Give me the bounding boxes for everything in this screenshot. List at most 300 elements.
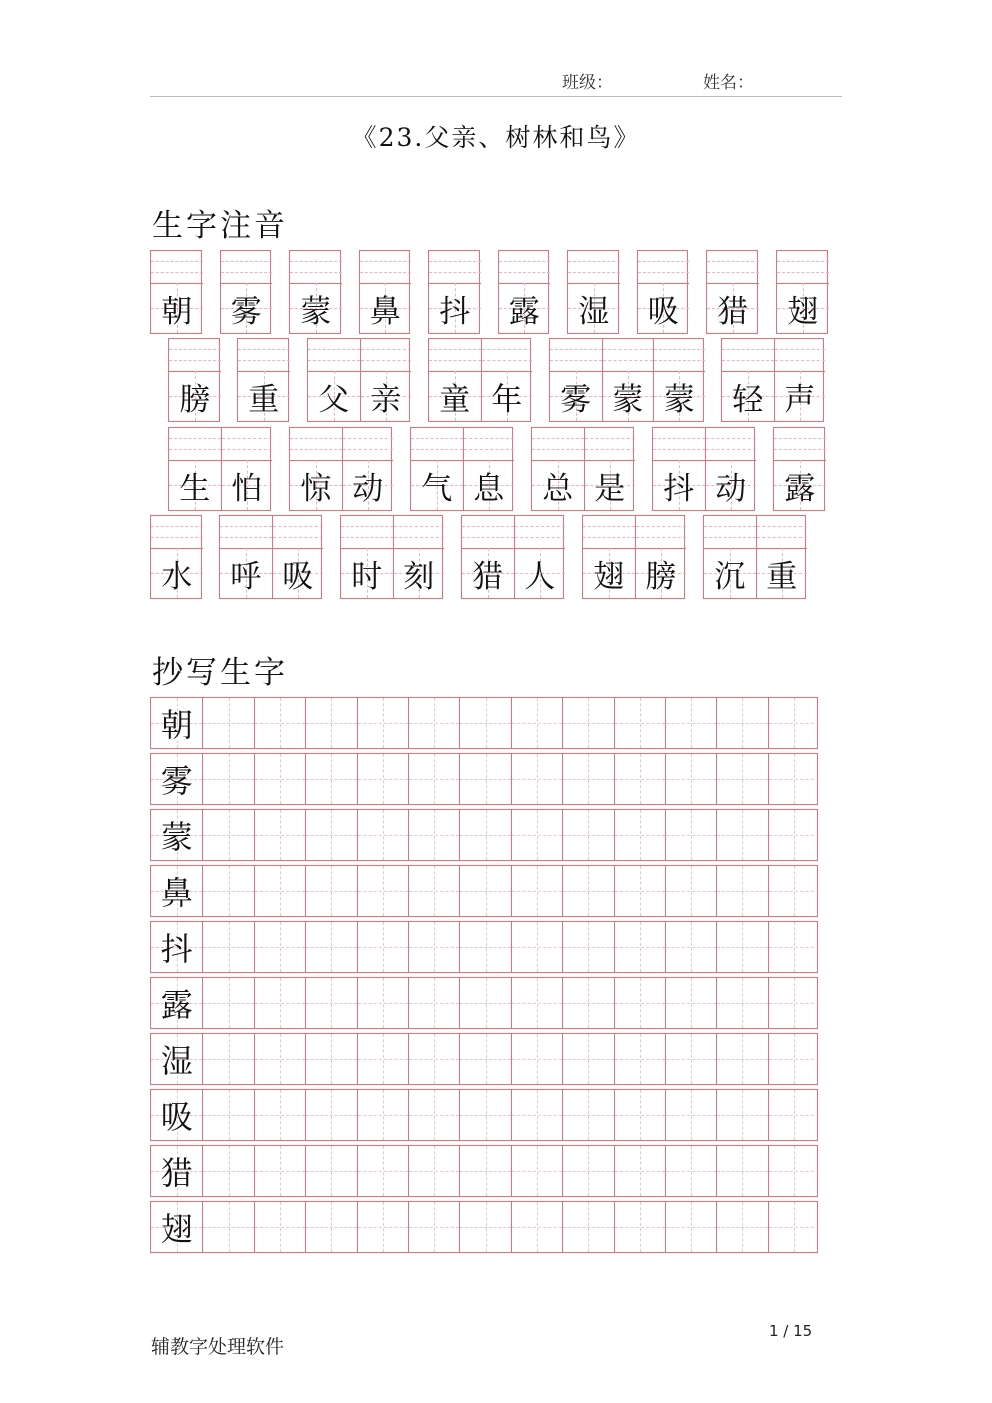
character-cell bbox=[360, 339, 412, 421]
hanzi-box bbox=[361, 371, 412, 421]
model-char-cell bbox=[151, 1202, 202, 1252]
practice-cell[interactable] bbox=[768, 978, 819, 1028]
character-cell bbox=[774, 339, 826, 421]
practice-cell[interactable] bbox=[511, 754, 562, 804]
pinyin-box[interactable] bbox=[343, 428, 394, 461]
practice-cell[interactable] bbox=[562, 1202, 613, 1252]
hanzi-char: 露 bbox=[784, 470, 816, 507]
practice-cell[interactable] bbox=[511, 922, 562, 972]
practice-cell[interactable] bbox=[254, 1146, 305, 1196]
practice-cell[interactable] bbox=[357, 1146, 408, 1196]
practice-cell[interactable] bbox=[716, 1034, 767, 1084]
practice-cell[interactable] bbox=[254, 810, 305, 860]
word-tile bbox=[428, 250, 480, 334]
hanzi-box bbox=[220, 548, 272, 598]
practice-cell[interactable] bbox=[614, 1090, 665, 1140]
practice-cell[interactable] bbox=[305, 1202, 356, 1252]
practice-cell[interactable] bbox=[768, 810, 819, 860]
name-label: 姓名： bbox=[703, 73, 754, 93]
practice-cell[interactable] bbox=[768, 866, 819, 916]
pinyin-box[interactable] bbox=[151, 516, 203, 549]
character-cell bbox=[653, 428, 705, 510]
practice-cell[interactable] bbox=[305, 978, 356, 1028]
practice-cell[interactable] bbox=[459, 866, 510, 916]
hanzi-char: 声 bbox=[784, 381, 816, 418]
practice-cell[interactable] bbox=[614, 1202, 665, 1252]
practice-cell[interactable] bbox=[562, 754, 613, 804]
hanzi-char: 膀 bbox=[179, 381, 211, 418]
practice-cell[interactable] bbox=[768, 922, 819, 972]
hanzi-box bbox=[653, 460, 705, 510]
model-char-cell bbox=[151, 1146, 202, 1196]
word-tile bbox=[637, 250, 689, 334]
practice-cell[interactable] bbox=[254, 698, 305, 748]
practice-cell[interactable] bbox=[202, 1202, 253, 1252]
character-cell bbox=[462, 516, 514, 598]
practice-cell[interactable] bbox=[614, 698, 665, 748]
hanzi-box bbox=[151, 548, 203, 598]
word-tile bbox=[498, 250, 550, 334]
character-cell bbox=[272, 516, 324, 598]
word-tile bbox=[652, 427, 755, 511]
hanzi-char: 生 bbox=[179, 470, 211, 507]
pinyin-box[interactable] bbox=[532, 428, 584, 461]
word-tile bbox=[220, 250, 272, 334]
practice-cell[interactable] bbox=[408, 754, 459, 804]
character-cell bbox=[602, 339, 654, 421]
practice-cell[interactable] bbox=[408, 866, 459, 916]
word-tile bbox=[531, 427, 634, 511]
practice-cell[interactable] bbox=[511, 810, 562, 860]
hanzi-char: 呼 bbox=[230, 558, 262, 595]
practice-cell[interactable] bbox=[768, 698, 819, 748]
practice-cell[interactable] bbox=[305, 1034, 356, 1084]
practice-cell[interactable] bbox=[254, 978, 305, 1028]
character-cell bbox=[705, 428, 757, 510]
model-char-cell bbox=[151, 810, 202, 860]
character-cell bbox=[221, 428, 273, 510]
practice-cell[interactable] bbox=[408, 698, 459, 748]
practice-row bbox=[150, 977, 818, 1029]
pinyin-box[interactable] bbox=[290, 251, 342, 284]
practice-cell[interactable] bbox=[459, 1034, 510, 1084]
hanzi-box bbox=[515, 548, 566, 598]
practice-cell[interactable] bbox=[716, 978, 767, 1028]
practice-cell[interactable] bbox=[665, 698, 716, 748]
hanzi-char: 蒙 bbox=[612, 381, 644, 418]
hanzi-box bbox=[308, 371, 360, 421]
hanzi-box bbox=[704, 548, 756, 598]
hanzi-char: 露 bbox=[508, 293, 540, 330]
hanzi-box bbox=[706, 460, 757, 510]
practice-cell[interactable] bbox=[305, 922, 356, 972]
pinyin-box[interactable] bbox=[169, 339, 221, 372]
practice-row bbox=[150, 809, 818, 861]
practice-cell[interactable] bbox=[665, 754, 716, 804]
pinyin-box[interactable] bbox=[653, 428, 705, 461]
pinyin-box[interactable] bbox=[638, 251, 690, 284]
practice-cell[interactable] bbox=[408, 922, 459, 972]
pinyin-box[interactable] bbox=[273, 516, 324, 549]
word-tile bbox=[340, 515, 443, 599]
practice-cell[interactable] bbox=[202, 978, 253, 1028]
character-cell bbox=[151, 516, 203, 598]
hanzi-box bbox=[638, 283, 690, 333]
practice-cell[interactable] bbox=[768, 1034, 819, 1084]
practice-cell[interactable] bbox=[202, 1034, 253, 1084]
practice-cell[interactable] bbox=[459, 1090, 510, 1140]
model-char-cell bbox=[151, 978, 202, 1028]
character-cell bbox=[169, 428, 221, 510]
practice-cell[interactable] bbox=[562, 1090, 613, 1140]
practice-cell[interactable] bbox=[614, 978, 665, 1028]
practice-cell[interactable] bbox=[665, 978, 716, 1028]
pinyin-box[interactable] bbox=[429, 339, 481, 372]
character-cell bbox=[290, 428, 342, 510]
practice-cell[interactable] bbox=[357, 698, 408, 748]
practice-cell[interactable] bbox=[511, 1090, 562, 1140]
practice-cell[interactable] bbox=[254, 866, 305, 916]
character-cell bbox=[756, 516, 808, 598]
pinyin-box[interactable] bbox=[757, 516, 808, 549]
hanzi-char: 气 bbox=[421, 470, 453, 507]
model-char: 吸 bbox=[160, 1098, 193, 1136]
practice-cell[interactable] bbox=[562, 866, 613, 916]
pinyin-box[interactable] bbox=[411, 428, 463, 461]
character-cell bbox=[169, 339, 221, 421]
model-char-cell bbox=[151, 754, 202, 804]
model-char-cell bbox=[151, 698, 202, 748]
character-cell bbox=[584, 428, 636, 510]
practice-cell[interactable] bbox=[202, 698, 253, 748]
pinyin-box[interactable] bbox=[706, 428, 757, 461]
practice-cell[interactable] bbox=[665, 1146, 716, 1196]
practice-cell[interactable] bbox=[665, 1202, 716, 1252]
practice-cell[interactable] bbox=[459, 754, 510, 804]
character-cell bbox=[550, 339, 602, 421]
practice-cell[interactable] bbox=[665, 1090, 716, 1140]
hanzi-char: 鼻 bbox=[369, 293, 401, 330]
practice-cell[interactable] bbox=[665, 866, 716, 916]
practice-cell[interactable] bbox=[614, 754, 665, 804]
character-cell bbox=[308, 339, 360, 421]
practice-cell[interactable] bbox=[562, 922, 613, 972]
hanzi-char: 吸 bbox=[647, 293, 679, 330]
practice-cell[interactable] bbox=[357, 1034, 408, 1084]
character-cell bbox=[290, 251, 342, 333]
hanzi-box bbox=[757, 548, 808, 598]
practice-cell[interactable] bbox=[768, 1090, 819, 1140]
model-char: 翅 bbox=[160, 1210, 193, 1248]
hanzi-char: 动 bbox=[352, 470, 384, 507]
character-cell bbox=[499, 251, 551, 333]
practice-cell[interactable] bbox=[511, 698, 562, 748]
character-cell bbox=[707, 251, 759, 333]
pinyin-box[interactable] bbox=[169, 428, 221, 461]
hanzi-box bbox=[462, 548, 514, 598]
pinyin-box[interactable] bbox=[568, 251, 620, 284]
practice-cell[interactable] bbox=[202, 922, 253, 972]
hanzi-box bbox=[707, 283, 759, 333]
hanzi-char: 朝 bbox=[161, 293, 193, 330]
pinyin-box[interactable] bbox=[515, 516, 566, 549]
practice-cell[interactable] bbox=[254, 754, 305, 804]
pinyin-box[interactable] bbox=[308, 339, 360, 372]
practice-cell[interactable] bbox=[408, 1146, 459, 1196]
practice-cell[interactable] bbox=[716, 1202, 767, 1252]
practice-cell[interactable] bbox=[665, 1034, 716, 1084]
practice-row bbox=[150, 1145, 818, 1197]
pinyin-box[interactable] bbox=[361, 339, 412, 372]
practice-cell[interactable] bbox=[202, 810, 253, 860]
hanzi-box bbox=[654, 371, 705, 421]
practice-cell[interactable] bbox=[408, 1202, 459, 1252]
word-tile bbox=[359, 250, 411, 334]
page-number: 1 / 15 bbox=[769, 1322, 813, 1340]
practice-cell[interactable] bbox=[562, 810, 613, 860]
practice-cell[interactable] bbox=[716, 754, 767, 804]
practice-cell[interactable] bbox=[305, 754, 356, 804]
pinyin-box[interactable] bbox=[704, 516, 756, 549]
practice-cell[interactable] bbox=[202, 754, 253, 804]
word-tile bbox=[706, 250, 758, 334]
hanzi-char: 刻 bbox=[403, 558, 435, 595]
pinyin-box[interactable] bbox=[775, 339, 826, 372]
practice-cell[interactable] bbox=[357, 754, 408, 804]
practice-cell[interactable] bbox=[614, 1034, 665, 1084]
practice-cell[interactable] bbox=[202, 1146, 253, 1196]
hanzi-box bbox=[222, 460, 273, 510]
practice-cell[interactable] bbox=[305, 810, 356, 860]
practice-cell[interactable] bbox=[511, 866, 562, 916]
word-tile bbox=[150, 250, 202, 334]
pinyin-box[interactable] bbox=[394, 516, 445, 549]
practice-cell[interactable] bbox=[357, 1202, 408, 1252]
hanzi-box bbox=[499, 283, 551, 333]
pinyin-box[interactable] bbox=[222, 428, 273, 461]
practice-cell[interactable] bbox=[202, 1090, 253, 1140]
model-char: 抖 bbox=[160, 930, 193, 968]
hanzi-box bbox=[290, 283, 342, 333]
practice-cell[interactable] bbox=[305, 1090, 356, 1140]
practice-cell[interactable] bbox=[562, 1034, 613, 1084]
practice-cell[interactable] bbox=[665, 922, 716, 972]
practice-cell[interactable] bbox=[511, 1034, 562, 1084]
pinyin-box[interactable] bbox=[290, 428, 342, 461]
model-char: 蒙 bbox=[160, 818, 193, 856]
hanzi-box bbox=[394, 548, 445, 598]
pinyin-box[interactable] bbox=[462, 516, 514, 549]
practice-cell[interactable] bbox=[768, 1202, 819, 1252]
practice-cell[interactable] bbox=[408, 1034, 459, 1084]
hanzi-char: 雾 bbox=[560, 381, 592, 418]
practice-cell[interactable] bbox=[254, 1034, 305, 1084]
hanzi-char: 雾 bbox=[230, 293, 262, 330]
word-tile bbox=[168, 427, 271, 511]
hanzi-char: 抖 bbox=[663, 470, 695, 507]
character-cell bbox=[653, 339, 705, 421]
model-char: 露 bbox=[160, 986, 193, 1024]
pinyin-box[interactable] bbox=[722, 339, 774, 372]
pinyin-box[interactable] bbox=[654, 339, 705, 372]
pinyin-box[interactable] bbox=[707, 251, 759, 284]
model-char-cell bbox=[151, 1090, 202, 1140]
practice-cell[interactable] bbox=[408, 810, 459, 860]
practice-cell[interactable] bbox=[768, 1146, 819, 1196]
practice-cell[interactable] bbox=[511, 1202, 562, 1252]
practice-cell[interactable] bbox=[305, 698, 356, 748]
pinyin-box[interactable] bbox=[429, 251, 481, 284]
pinyin-box[interactable] bbox=[360, 251, 412, 284]
hanzi-box bbox=[429, 371, 481, 421]
hanzi-box bbox=[343, 460, 394, 510]
pinyin-box[interactable] bbox=[585, 428, 636, 461]
character-cell bbox=[638, 251, 690, 333]
practice-cell[interactable] bbox=[716, 922, 767, 972]
hanzi-char: 翅 bbox=[593, 558, 625, 595]
hanzi-char: 怕 bbox=[231, 470, 263, 507]
practice-cell[interactable] bbox=[716, 810, 767, 860]
pinyin-box[interactable] bbox=[499, 251, 551, 284]
hanzi-box bbox=[411, 460, 463, 510]
practice-cell[interactable] bbox=[716, 1146, 767, 1196]
hanzi-char: 膀 bbox=[645, 558, 677, 595]
hanzi-char: 父 bbox=[318, 381, 350, 418]
practice-cell[interactable] bbox=[459, 922, 510, 972]
pinyin-box[interactable] bbox=[583, 516, 635, 549]
word-tile bbox=[289, 250, 341, 334]
practice-cell[interactable] bbox=[614, 922, 665, 972]
character-cell bbox=[514, 516, 566, 598]
word-tile bbox=[582, 515, 685, 599]
hanzi-box bbox=[636, 548, 687, 598]
practice-cell[interactable] bbox=[254, 1202, 305, 1252]
character-cell bbox=[342, 428, 394, 510]
character-cell bbox=[463, 428, 515, 510]
practice-cell[interactable] bbox=[614, 1146, 665, 1196]
word-tile bbox=[549, 338, 704, 422]
character-cell bbox=[411, 428, 463, 510]
pinyin-box[interactable] bbox=[636, 516, 687, 549]
practice-cell[interactable] bbox=[254, 1090, 305, 1140]
practice-cell[interactable] bbox=[254, 922, 305, 972]
practice-cell[interactable] bbox=[459, 810, 510, 860]
word-tile bbox=[703, 515, 806, 599]
word-tile bbox=[150, 515, 202, 599]
practice-cell[interactable] bbox=[665, 810, 716, 860]
hanzi-char: 时 bbox=[351, 558, 383, 595]
pinyin-box[interactable] bbox=[777, 251, 829, 284]
practice-cell[interactable] bbox=[202, 866, 253, 916]
practice-cell[interactable] bbox=[459, 978, 510, 1028]
character-cell bbox=[583, 516, 635, 598]
character-cell bbox=[777, 251, 829, 333]
practice-cell[interactable] bbox=[459, 698, 510, 748]
practice-cell[interactable] bbox=[562, 698, 613, 748]
pinyin-box[interactable] bbox=[464, 428, 515, 461]
pinyin-box[interactable] bbox=[221, 251, 273, 284]
character-cell bbox=[221, 251, 273, 333]
practice-cell[interactable] bbox=[562, 1146, 613, 1196]
hanzi-box bbox=[238, 371, 290, 421]
hanzi-box bbox=[341, 548, 393, 598]
word-tile bbox=[721, 338, 824, 422]
word-tile bbox=[237, 338, 289, 422]
pinyin-box[interactable] bbox=[774, 428, 826, 461]
hanzi-char: 亲 bbox=[370, 381, 402, 418]
practice-row bbox=[150, 865, 818, 917]
practice-cell[interactable] bbox=[511, 1146, 562, 1196]
practice-cell[interactable] bbox=[614, 866, 665, 916]
practice-row bbox=[150, 921, 818, 973]
practice-cell[interactable] bbox=[459, 1202, 510, 1252]
practice-cell[interactable] bbox=[716, 698, 767, 748]
pinyin-box[interactable] bbox=[550, 339, 602, 372]
practice-cell[interactable] bbox=[305, 866, 356, 916]
character-cell bbox=[393, 516, 445, 598]
character-cell bbox=[151, 251, 203, 333]
practice-cell[interactable] bbox=[716, 866, 767, 916]
pinyin-box[interactable] bbox=[341, 516, 393, 549]
hanzi-box bbox=[722, 371, 774, 421]
word-tile bbox=[773, 427, 825, 511]
hanzi-char: 水 bbox=[161, 558, 193, 595]
pinyin-box[interactable] bbox=[238, 339, 290, 372]
hanzi-char: 是 bbox=[594, 470, 626, 507]
practice-cell[interactable] bbox=[459, 1146, 510, 1196]
practice-cell[interactable] bbox=[511, 978, 562, 1028]
practice-cell[interactable] bbox=[614, 810, 665, 860]
pinyin-box[interactable] bbox=[151, 251, 203, 284]
practice-cell[interactable] bbox=[305, 1146, 356, 1196]
hanzi-char: 重 bbox=[248, 381, 280, 418]
model-char: 鼻 bbox=[160, 874, 193, 912]
practice-row bbox=[150, 1089, 818, 1141]
hanzi-char: 猎 bbox=[717, 293, 749, 330]
practice-row bbox=[150, 753, 818, 805]
character-cell bbox=[704, 516, 756, 598]
practice-cell[interactable] bbox=[357, 1090, 408, 1140]
practice-cell[interactable] bbox=[716, 1090, 767, 1140]
character-cell bbox=[635, 516, 687, 598]
practice-cell[interactable] bbox=[357, 922, 408, 972]
pinyin-box[interactable] bbox=[482, 339, 533, 372]
hanzi-box bbox=[273, 548, 324, 598]
hanzi-char: 轻 bbox=[732, 381, 764, 418]
hanzi-char: 湿 bbox=[578, 293, 610, 330]
practice-cell[interactable] bbox=[562, 978, 613, 1028]
practice-cell[interactable] bbox=[357, 810, 408, 860]
practice-cell[interactable] bbox=[357, 866, 408, 916]
hanzi-char: 人 bbox=[524, 558, 556, 595]
hanzi-char: 蒙 bbox=[663, 381, 695, 418]
header-divider bbox=[150, 96, 842, 97]
character-cell bbox=[429, 339, 481, 421]
hanzi-char: 总 bbox=[542, 470, 574, 507]
model-char: 猎 bbox=[160, 1154, 193, 1192]
hanzi-box bbox=[568, 283, 620, 333]
practice-cell[interactable] bbox=[408, 1090, 459, 1140]
practice-cell[interactable] bbox=[357, 978, 408, 1028]
hanzi-box bbox=[777, 283, 829, 333]
character-cell bbox=[774, 428, 826, 510]
practice-cell[interactable] bbox=[408, 978, 459, 1028]
pinyin-box[interactable] bbox=[603, 339, 654, 372]
pinyin-box[interactable] bbox=[220, 516, 272, 549]
practice-cell[interactable] bbox=[768, 754, 819, 804]
model-char-cell bbox=[151, 1034, 202, 1084]
hanzi-char: 重 bbox=[766, 558, 798, 595]
